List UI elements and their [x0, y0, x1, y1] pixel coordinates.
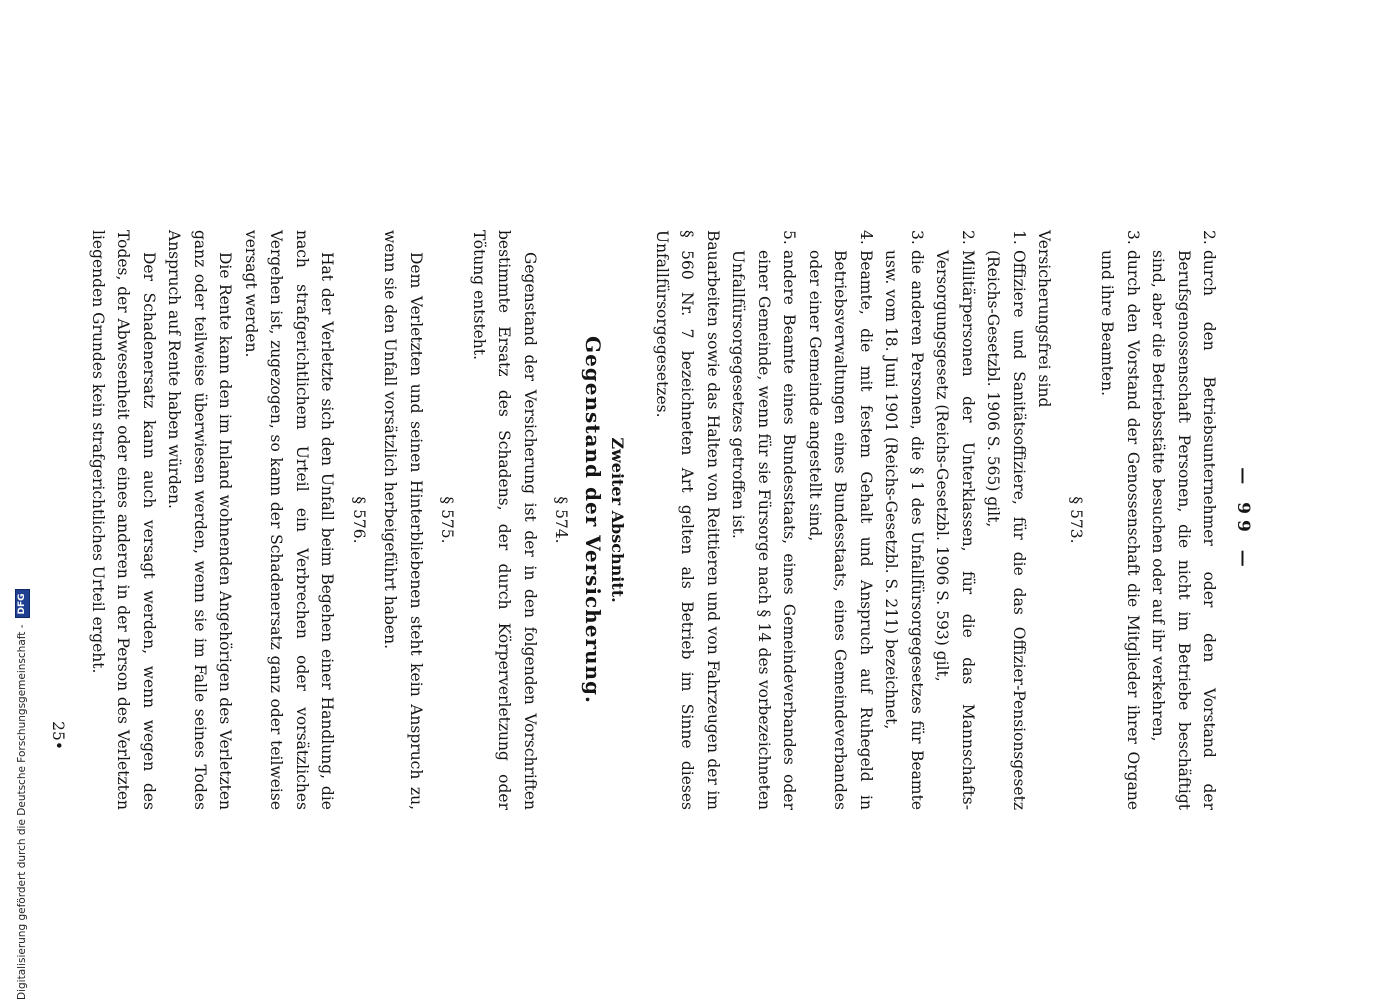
list-item: [1145, 230, 1222, 810]
item-number: 4.: [857, 230, 875, 245]
paragraph-575: Dem Verletzten und seinen Hinterbliebenen steht kein Anspruch zu, wenn sie den Unfall vorsätzlich herbeigeführt haben.: [381, 230, 425, 810]
dfg-logo-icon: DFG: [15, 589, 30, 618]
item-number: 5.: [780, 230, 799, 245]
document-page: [49, 230, 1255, 810]
list-item: [1094, 230, 1145, 810]
section-title: Gegenstand der Versicherung.: [581, 335, 605, 705]
signature-mark: 25•: [49, 721, 68, 750]
item-number: 2.: [959, 230, 977, 245]
paragraph-576-3: Der Schadenersatz kann auch versagt werden, wenn wegen des Todes, der Abwesenheit oder eines anderen in der Person des Verletzten liegenden Grundes kein strafgerichtliches Urteil ergeht.: [89, 230, 158, 810]
exemption-intro: Versicherungsfrei sind: [1035, 230, 1054, 408]
paragraph-574: Gegenstand der Versicherung ist der in den folgenden Vorschriften bestimmte Ersatz des Schadens, der durch Körperverletzung oder Tötung entsteht.: [470, 230, 539, 810]
paragraph-576-2: Die Rente kann den im Inland wohnenden Angehörigen des Verletzten ganz oder teilweise überwiesen werden, wenn sie im Falle seines Todes Anspruch auf Rente haben würden.: [165, 230, 235, 810]
item-text: Militärpersonen der Unterklassen, für die das Mannschafts-Versorgungsgesetz (Reichs-Gesetzbl. 1906 S. 593) gilt,: [933, 250, 977, 810]
item-number: 1.: [1010, 230, 1028, 245]
item-text: durch den Vorstand der Genossenschaft die Mitglieder ihrer Organe und ihre Beamten.: [1098, 250, 1142, 810]
item-number: 3.: [908, 230, 926, 245]
item-number: 2.: [1200, 230, 1219, 245]
item-text: andere Beamte eines Bundesstaats, eines Gemeindeverbandes oder einer Gemeinde, wenn für sie Fürsorge nach § 14 des vorbezeichneten Unfallfürsorgegesetzes getroffen ist.: [729, 250, 799, 810]
section-576-heading: § 576.: [350, 496, 368, 544]
item-number: 3.: [1124, 230, 1142, 245]
list-item: [802, 230, 879, 810]
item-text: Offiziere und Sanitätsoffiziere, für die das Offizier-Pensionsgesetz (Reichs-Gesetzbl. 1906 S. 565) gilt,: [984, 250, 1028, 810]
paragraph-576-1: Hat der Verletzte sich den Unfall beim Begehen einer Handlung, die nach strafgerichtlichem Urteil ein Verbrechen oder vorsätzliches Vergehen ist, zugezogen, so kann der Schadenersatz ganz oder teilweise versagt werden.: [242, 230, 337, 810]
item-text: durch den Betriebsunternehmer oder den Vorstand der Berufsgenossenschaft Personen, die nicht im Betriebe beschäftigt sind, aber die Betriebsstätte besuchen oder auf ihr verkehren,: [1149, 250, 1219, 810]
digitization-text: Digitalisierung gefördert durch die Deutsche Forschungsgemeinschaft -: [16, 624, 28, 1000]
section-575-heading: § 575.: [438, 496, 457, 544]
item-text: die anderen Personen, die § 1 des Unfallfürsorgegesetzes für Beamte usw. vom 18. Juni 1901 (Reichs-Gesetzbl. S. 211) bezeichnet,: [882, 250, 926, 810]
list-item: [980, 230, 1031, 810]
list-item: [725, 230, 802, 810]
item-text: Beamte, die mit festem Gehalt und Anspruch auf Ruhegeld in Betriebsverwaltungen eines Bundesstaats, eines Gemeindeverbandes oder einer Gemeinde angestellt sind,: [806, 250, 875, 810]
list-item: [929, 230, 980, 810]
section-574-heading: § 574.: [552, 496, 571, 544]
construction-paragraph: Bauarbeiten sowie das Halten von Reittieren und von Fahrzeugen der im § 560 Nr. 7 bezeichneten Art gelten als Betrieb im Sinne dieses Unfallfürsorgegesetzes.: [653, 230, 722, 810]
list-item: [878, 230, 929, 810]
section-573-heading: § 573.: [1067, 496, 1085, 544]
digitization-note: [14, 0, 30, 1000]
section-heading: Zweiter Abschnitt.: [608, 437, 628, 603]
page-number: — 99 —: [1233, 467, 1253, 573]
